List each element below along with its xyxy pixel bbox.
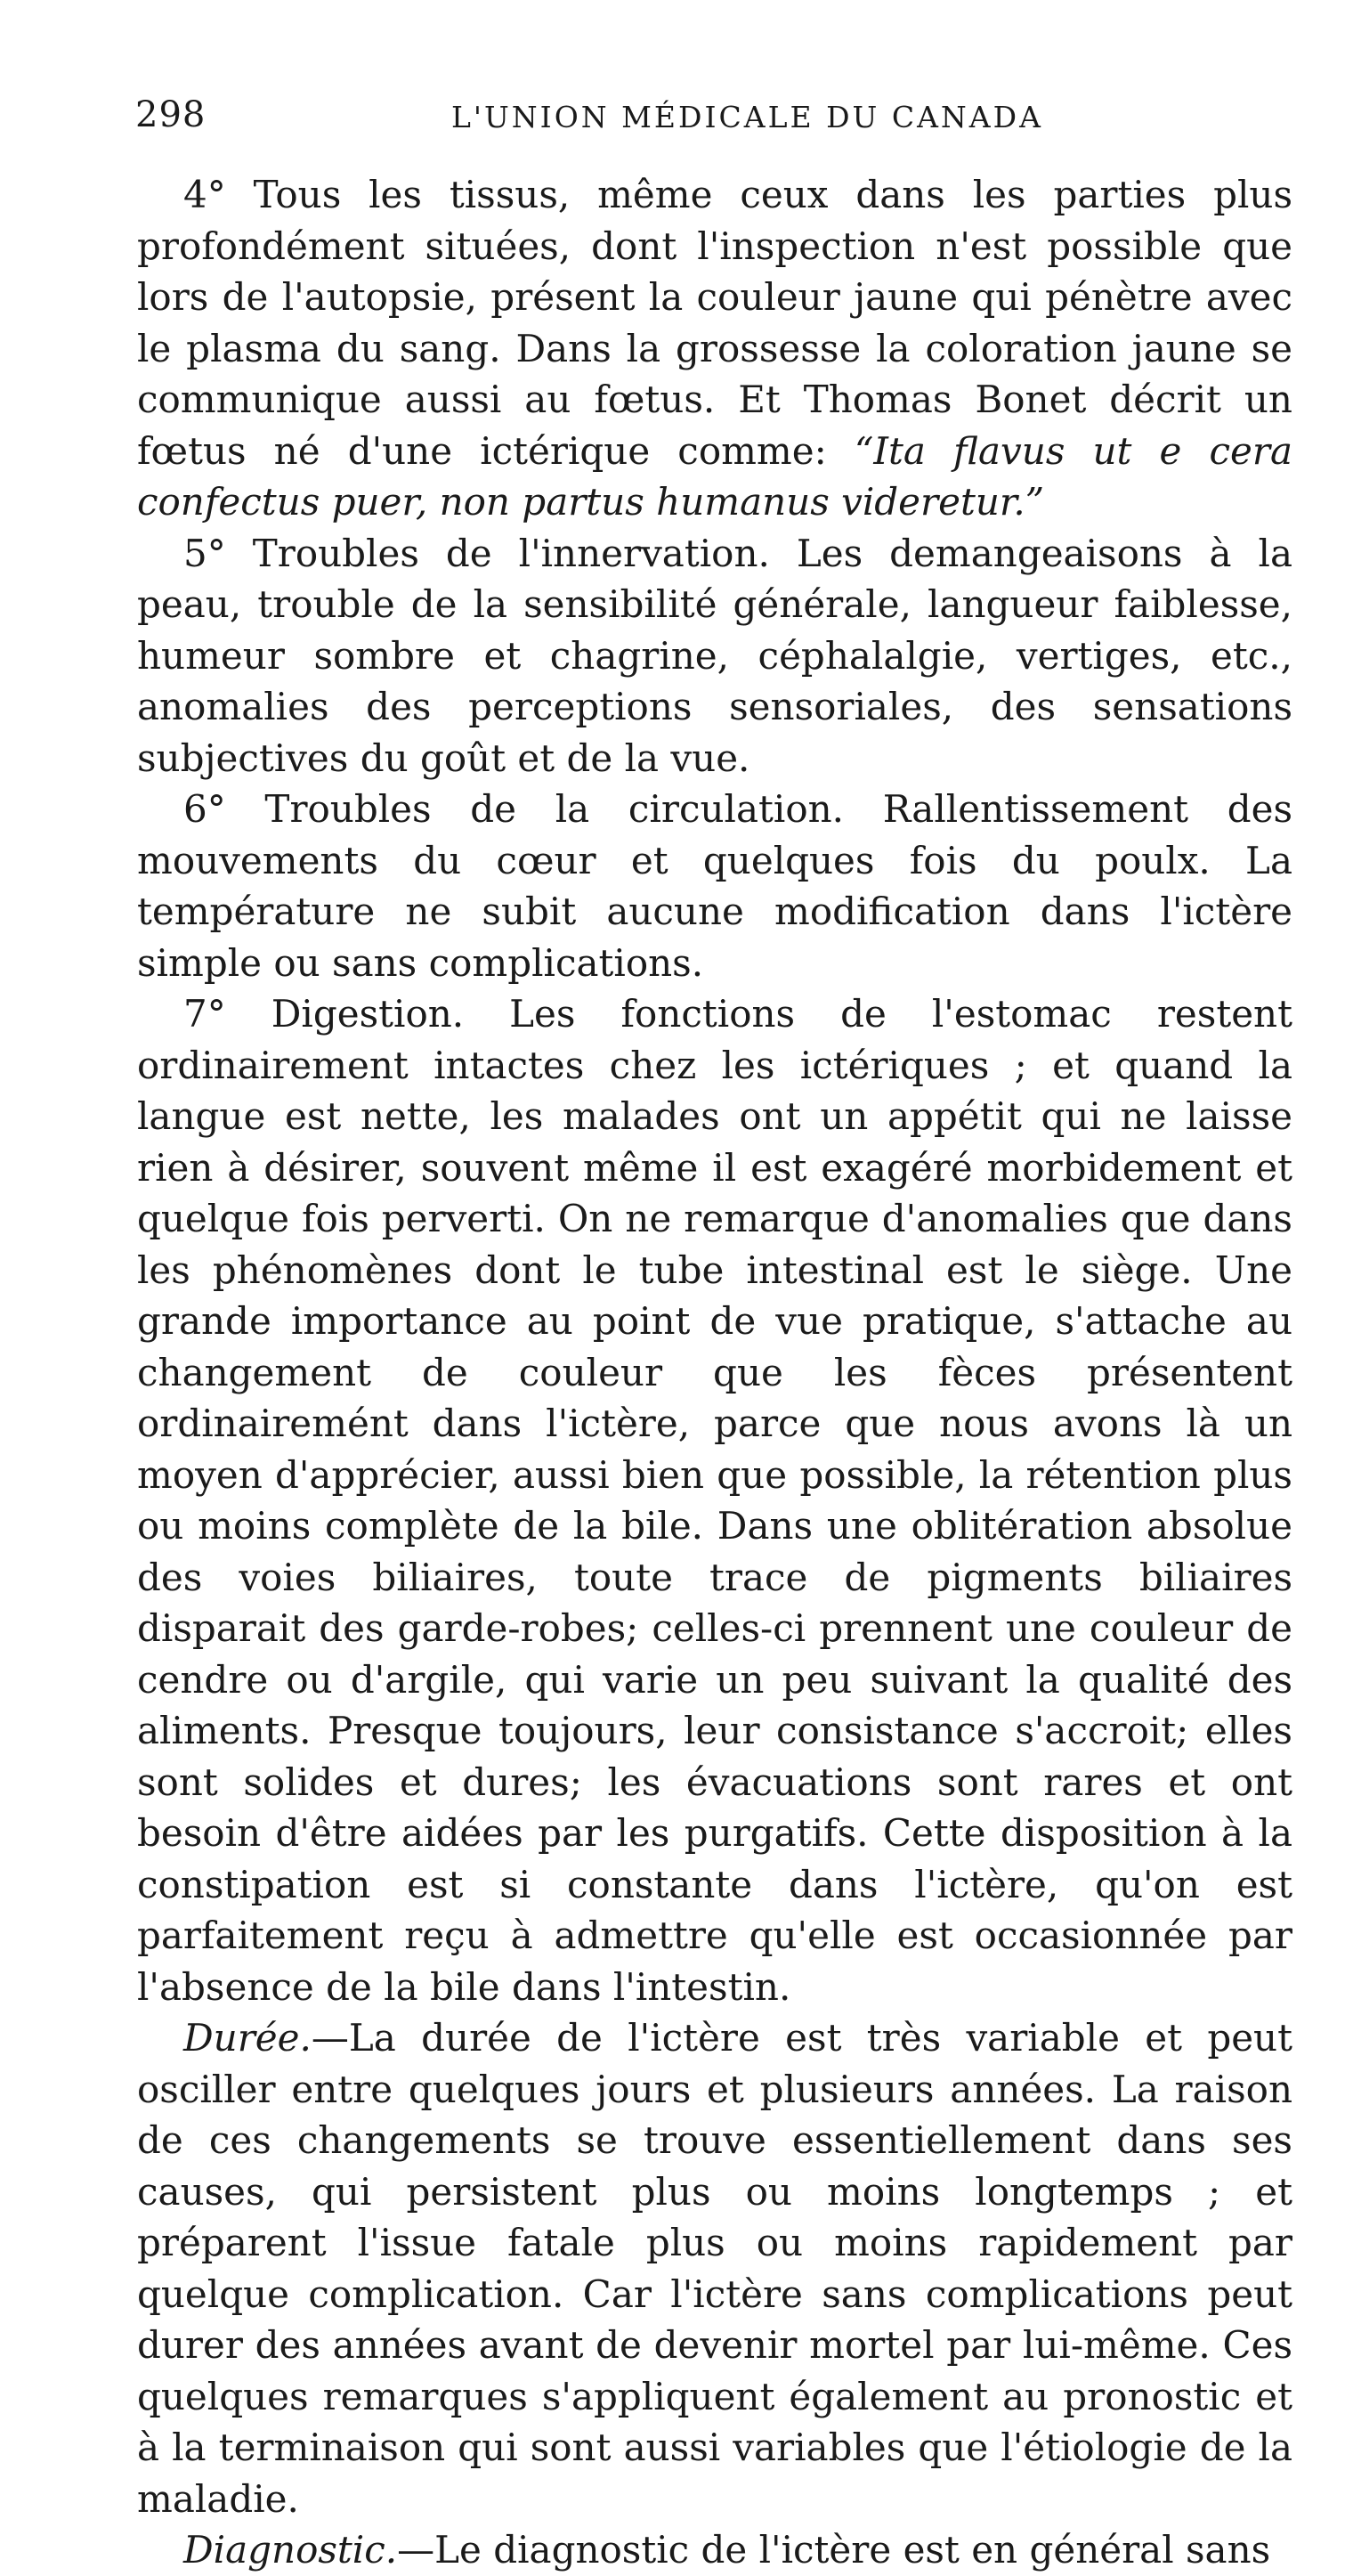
paragraph-innervation: [137, 528, 1292, 784]
section-lead-duree: Durée.: [183, 2016, 312, 2060]
paragraph-digestion: [137, 988, 1292, 2012]
journal-title: L'UNION MÉDICALE DU CANADA: [451, 100, 1043, 134]
paragraph-diagnostic: [137, 2524, 1292, 2576]
paragraph-circulation: [137, 784, 1292, 988]
paragraph-text: —La durée de l'ictère est très variable et peut osciller entre quelques jours et plusieurs années. La raison de ces changements se trouve essentiellement dans ses causes, qui persistent plus ou moins longtemps ; et préparent l'issue fatale plus ou moins rapidement par quelque complication. Car l'ictère sans complications peut durer des années avant de devenir mortel par lui-même. Ces quelques remarques s'appliquent également au pronostic et à la terminaison qui sont aussi variables que l'étiologie de la maladie.: [137, 2016, 1292, 2521]
latin-quote: “Ita flavus ut e cera confectus puer, non partus humanus videretur.”: [137, 428, 1292, 524]
section-lead-diagnostic: Diagnostic.: [183, 2528, 398, 2572]
paragraph-text: 4° Tous les tissus, même ceux dans les parties plus profondément situées, dont l'inspection n'est possible que lors de l'autopsie, présent la couleur jaune qui pénètre avec le plasma du sang. Dans la grossesse la coloration jaune se communique aussi au fœtus. Et Thomas Bonet décrit un fœtus né d'une ictérique comme:: [137, 173, 1292, 473]
running-head: [135, 94, 1310, 148]
paragraph-text: 7° Digestion. Les fonctions de l'estomac restent ordinairement intactes chez les ictériques ; et quand la langue est nette, les malades ont un appétit qui ne laisse rien à désirer, souvent même il est exagéré morbidement et quelque fois perverti. On ne remarque d'anomalies que dans les phénomènes dont le tube intestinal est le siège. Une grande importance au point de vue pratique, s'attache au changement de couleur que les fèces présentent ordinairemént dans l'ictère, parce que nous avons là un moyen d'apprécier, aussi bien que possible, la rétention plus ou moins complète de la bile. Dans une oblitération absolue des voies biliaires, toute trace de pigments biliaires disparait des garde-robes; celles-ci prennent une couleur de cendre ou d'argile, qui varie un peu suivant la qualité des aliments. Presque toujours, leur consistance s'accroit; elles sont solides et dures; les évacuations sont rares et ont besoin d'être aidées par les purgatifs. Cette disposition à la constipation est si constante dans l'ictère, qu'on est parfaitement reçu à admettre qu'elle est occasionnée par l'absence de la bile dans l'intestin.: [137, 992, 1292, 2009]
paragraph-text: —Le diagnostic de l'ictère est en général sans: [397, 2528, 1271, 2572]
paragraph-tissues: [137, 169, 1292, 528]
paragraph-text: 6° Troubles de la circulation. Rallentissement des mouvements du cœur et quelques fois du poulx. La température ne subit aucune modification dans l'ictère simple ou sans complications.: [137, 787, 1292, 985]
page-number: 298: [135, 94, 207, 135]
paragraph-text: 5° Troubles de l'innervation. Les demangeaisons à la peau, trouble de la sensibilité générale, langueur faiblesse, humeur sombre et chagrine, céphalalgie, vertiges, etc., anomalies des perceptions sensoriales, des sensations subjectives du goût et de la vue.: [137, 531, 1292, 780]
paragraph-duree: [137, 2012, 1292, 2524]
body-text: [137, 169, 1292, 2576]
